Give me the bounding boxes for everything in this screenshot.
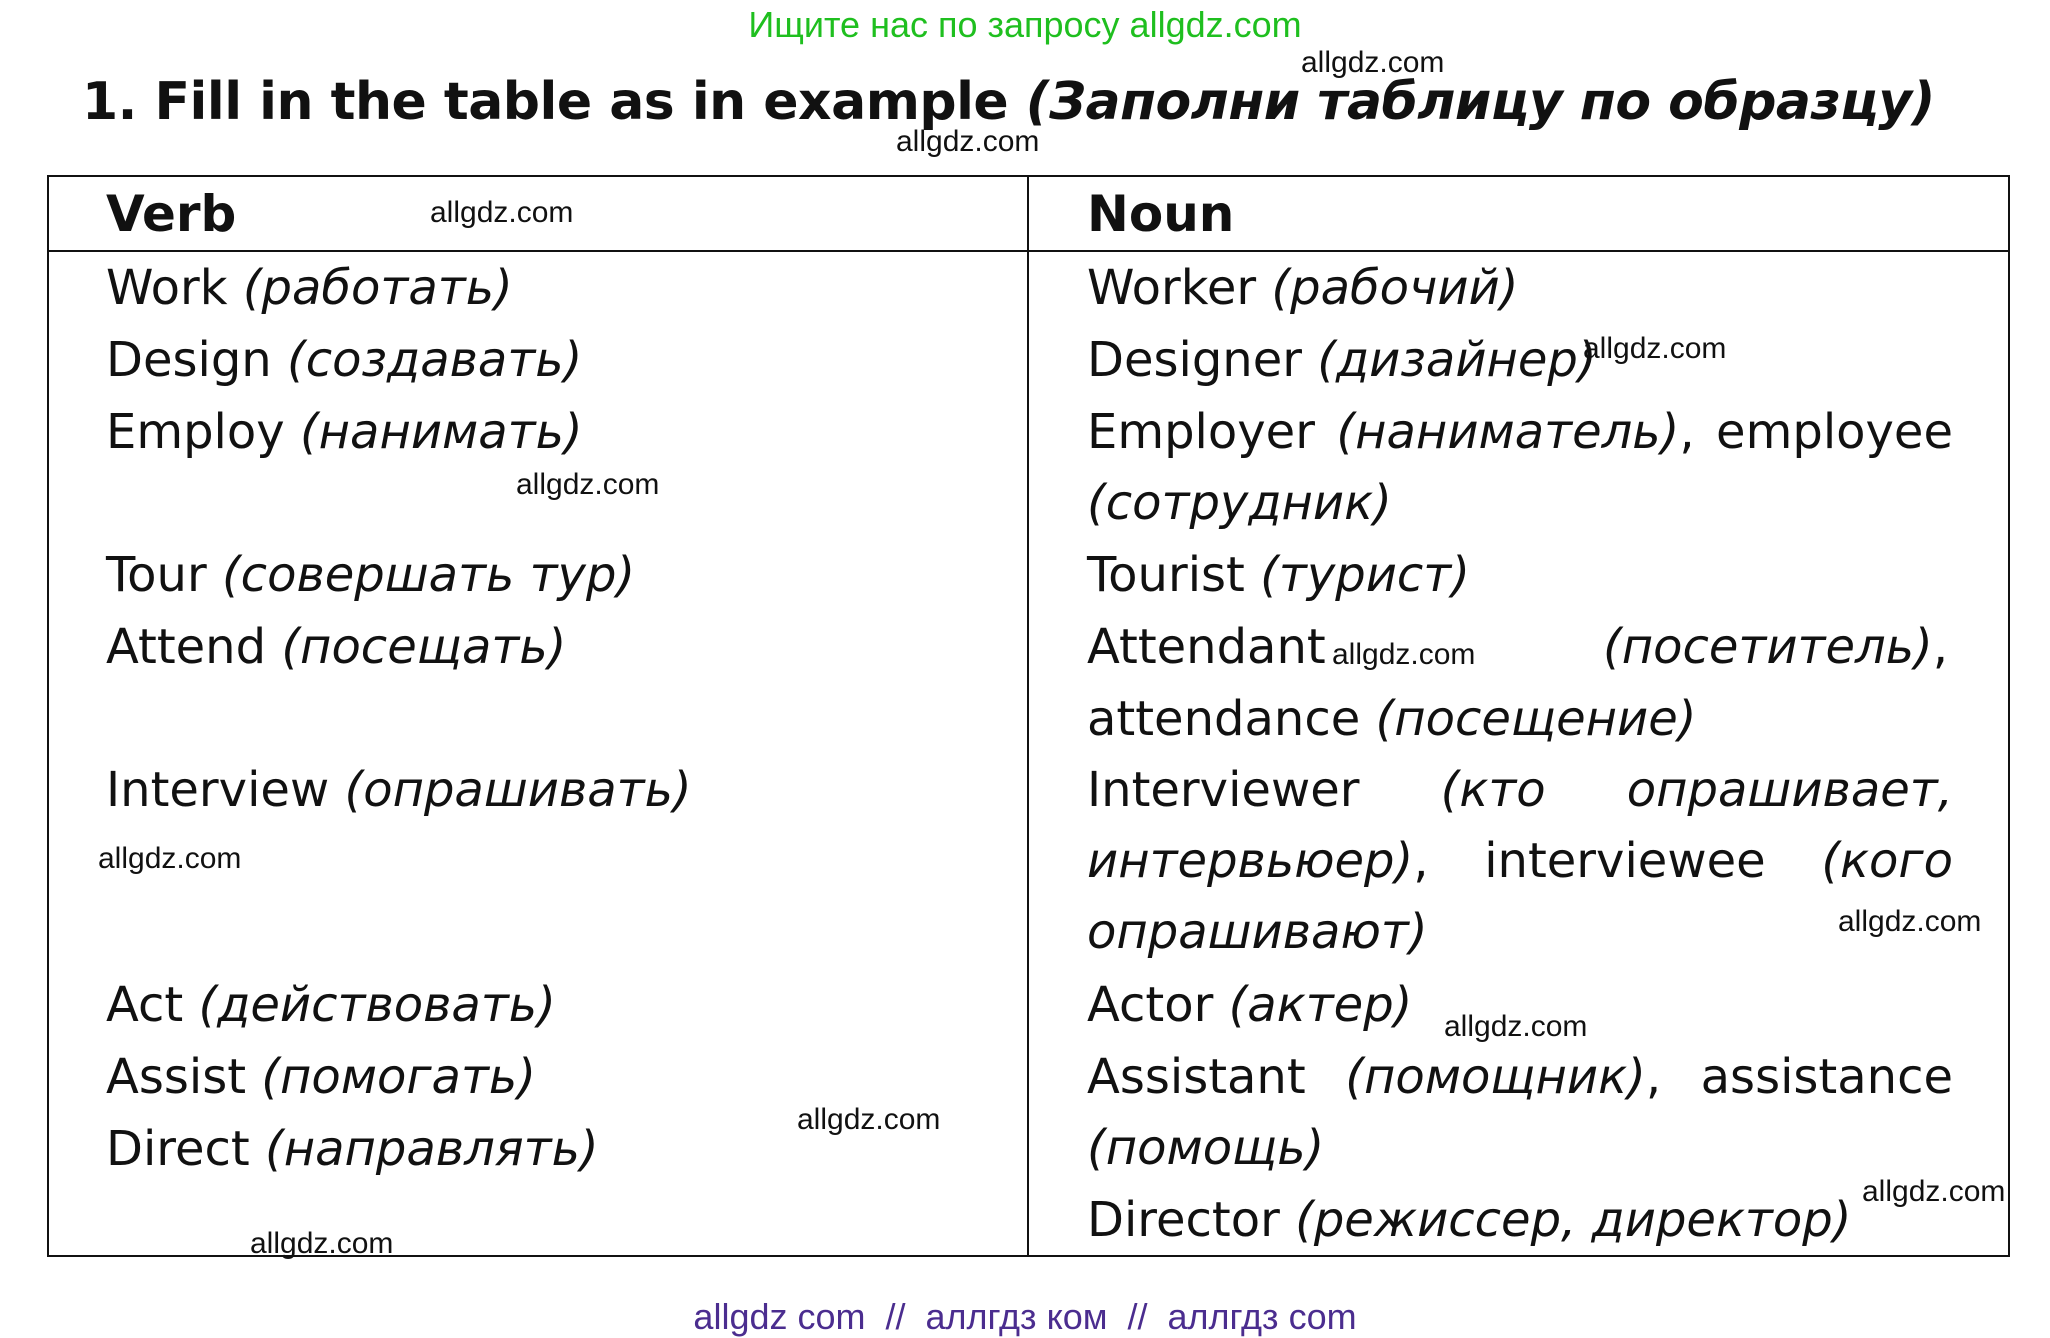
task-title — [82, 72, 1935, 132]
watermark: allgdz.com — [1301, 46, 1445, 79]
noun-director: Director (режиссер, директор) — [1087, 1192, 1852, 1248]
watermark: allgdz.com — [1838, 905, 1982, 938]
verb-column-header: Verb — [106, 185, 237, 243]
verb-design: Design (создавать) — [106, 332, 583, 388]
noun-employer: Employer (наниматель), employee (сотрудник) — [1087, 404, 1953, 531]
watermark: allgdz.com — [1862, 1175, 2006, 1208]
verb-attend: Attend (посещать) — [106, 619, 567, 675]
watermark: allgdz.com — [1444, 1010, 1588, 1043]
noun-column-header: Noun — [1087, 185, 1235, 243]
watermark: allgdz.com — [516, 468, 660, 501]
noun-tourist: Tourist (турист) — [1087, 547, 1470, 603]
noun-attendant-translation: (посетитель), — [1602, 619, 1948, 675]
header-separator — [47, 250, 2010, 252]
noun-worker: Worker (рабочий) — [1087, 260, 1519, 316]
bottom-links: allgdz com // аллгдз ком // аллгдз com — [693, 1296, 1357, 1337]
verb-direct: Direct (направлять) — [106, 1121, 599, 1177]
verb-assist: Assist (помогать) — [106, 1049, 536, 1105]
watermark: allgdz.com — [1332, 638, 1476, 671]
watermark: allgdz.com — [250, 1227, 394, 1260]
noun-attendant: Attendant — [1087, 619, 1326, 675]
verb-act: Act (действовать) — [106, 977, 556, 1033]
watermark: allgdz.com — [98, 842, 242, 875]
verb-work: Work (работать) — [106, 260, 513, 316]
watermark: allgdz.com — [1583, 332, 1727, 365]
noun-designer: Designer (дизайнер) — [1087, 332, 1597, 388]
verb-interview: Interview (опрашивать) — [106, 762, 692, 818]
verb-tour: Tour (совершать тур) — [106, 547, 636, 603]
noun-attendance: attendance (посещение) — [1087, 691, 1697, 747]
noun-actor: Actor (актер) — [1087, 977, 1413, 1033]
task-title-text: 1. Fill in the table as in example — [82, 72, 1026, 132]
verb-employ: Employ (нанимать) — [106, 404, 583, 460]
watermark: allgdz.com — [430, 196, 574, 229]
watermark: allgdz.com — [797, 1103, 941, 1136]
noun-assistant: Assistant (помощник), assistance (помощь) — [1087, 1049, 1953, 1176]
task-title-translation: (Заполни таблицу по образцу) — [1025, 72, 1935, 132]
column-divider — [1027, 175, 1029, 1257]
watermark: allgdz.com — [896, 125, 1040, 158]
top-banner: Ищите нас по запросу allgdz.com — [748, 4, 1302, 45]
noun-interviewer: Interviewer (кто опрашивает, интервьюер), interviewee (кого опрашивают) — [1087, 762, 1953, 960]
